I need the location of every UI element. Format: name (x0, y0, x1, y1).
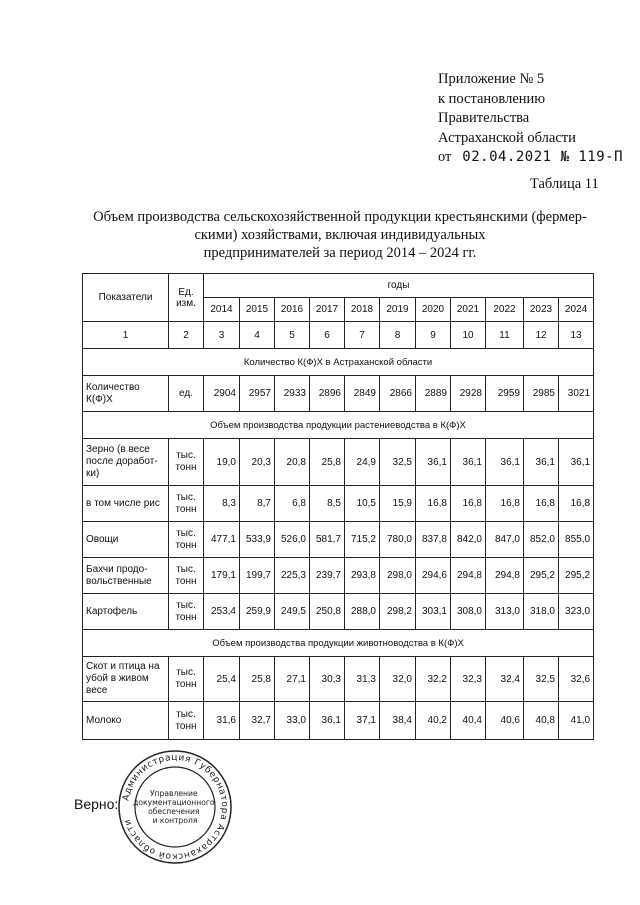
value-cell: 41,0 (559, 702, 594, 740)
unit-cell: тыс. тонн (169, 657, 204, 702)
year-cell: 2016 (275, 298, 310, 322)
appendix-block (438, 70, 623, 168)
header-indicator: Показатели (83, 274, 169, 322)
column-number-cell: 2 (169, 322, 204, 349)
indicator-name: в том числе рис (83, 486, 169, 522)
section-title: Объем производства продукции животноводства в К(Ф)Х (83, 630, 594, 657)
seal-ring-text: Администрация Губернатора Астраханской области (121, 752, 230, 862)
value-cell: 24,9 (345, 439, 380, 486)
value-cell: 32,0 (380, 657, 416, 702)
header-unit: Ед. изм. (169, 274, 204, 322)
value-cell: 32,5 (380, 439, 416, 486)
value-cell: 10,5 (345, 486, 380, 522)
data-table (82, 273, 594, 740)
seal-center-text: Управление документационного обеспечения и контроля (133, 789, 215, 825)
value-cell: 249,5 (275, 594, 310, 630)
value-cell: 36,1 (559, 439, 594, 486)
section-row (83, 630, 594, 657)
appendix-line-3: Правительства (438, 110, 530, 126)
value-cell: 2933 (275, 376, 310, 412)
value-cell: 250,8 (310, 594, 345, 630)
value-cell: 199,7 (240, 558, 275, 594)
value-cell: 40,8 (524, 702, 559, 740)
value-cell: 2896 (310, 376, 345, 412)
column-number-cell: 10 (451, 322, 486, 349)
value-cell: 294,6 (416, 558, 451, 594)
table-row (83, 376, 594, 412)
value-cell: 31,3 (345, 657, 380, 702)
value-cell: 2957 (240, 376, 275, 412)
value-cell: 2928 (451, 376, 486, 412)
unit-cell: тыс. тонн (169, 558, 204, 594)
appendix-line-4: Астраханской области (438, 129, 576, 146)
value-cell: 36,1 (524, 439, 559, 486)
value-cell: 6,8 (275, 486, 310, 522)
year-cell: 2021 (451, 298, 486, 322)
value-cell: 295,2 (559, 558, 594, 594)
document-title (70, 208, 610, 262)
value-cell: 179,1 (204, 558, 240, 594)
unit-cell: тыс. тонн (169, 702, 204, 740)
value-cell: 32,6 (559, 657, 594, 702)
value-cell: 2866 (380, 376, 416, 412)
value-cell: 259,9 (240, 594, 275, 630)
value-cell: 20,8 (275, 439, 310, 486)
table-row (83, 594, 594, 630)
unit-cell: ед. (169, 376, 204, 412)
section-row (83, 412, 594, 439)
table-body (83, 349, 594, 740)
value-cell: 40,2 (416, 702, 451, 740)
value-cell: 526,0 (275, 522, 310, 558)
column-numbers-row (83, 322, 594, 349)
table-row (83, 702, 594, 740)
value-cell: 16,8 (416, 486, 451, 522)
value-cell: 2904 (204, 376, 240, 412)
section-title: Объем производства продукции растениеводства в К(Ф)Х (83, 412, 594, 439)
section-title: Количество К(Ф)Х в Астраханской области (83, 349, 594, 376)
value-cell: 15,9 (380, 486, 416, 522)
header-years: годы (204, 274, 594, 298)
column-number-cell: 11 (486, 322, 524, 349)
table-row (83, 486, 594, 522)
unit-cell: тыс. тонн (169, 522, 204, 558)
verno-label: Верно: (74, 796, 119, 812)
column-number-cell: 13 (559, 322, 594, 349)
year-cell: 2024 (559, 298, 594, 322)
value-cell: 31,6 (204, 702, 240, 740)
title-line-2: скими) хозяйствами, включая индивидуальных (194, 227, 486, 243)
value-cell: 25,4 (204, 657, 240, 702)
value-cell: 313,0 (486, 594, 524, 630)
column-number-cell: 8 (380, 322, 416, 349)
appendix-line-1: Приложение № 5 (438, 71, 545, 87)
value-cell: 16,8 (451, 486, 486, 522)
value-cell: 32,2 (416, 657, 451, 702)
value-cell: 2985 (524, 376, 559, 412)
indicator-name: Бахчи продо-вольственные (83, 558, 169, 594)
value-cell: 8,5 (310, 486, 345, 522)
year-cell: 2019 (380, 298, 416, 322)
value-cell: 533,9 (240, 522, 275, 558)
value-cell: 27,1 (275, 657, 310, 702)
value-cell: 2889 (416, 376, 451, 412)
value-cell: 2959 (486, 376, 524, 412)
value-cell: 25,8 (240, 657, 275, 702)
value-cell: 40,4 (451, 702, 486, 740)
table-row (83, 558, 594, 594)
value-cell: 308,0 (451, 594, 486, 630)
value-cell: 855,0 (559, 522, 594, 558)
column-number-cell: 6 (310, 322, 345, 349)
value-cell: 16,8 (524, 486, 559, 522)
date-prefix: от (438, 149, 452, 165)
value-cell: 36,1 (451, 439, 486, 486)
value-cell: 36,1 (486, 439, 524, 486)
year-cell: 2023 (524, 298, 559, 322)
title-line-3: предпринимателей за период 2014 – 2024 гг. (203, 245, 477, 261)
value-cell: 32,7 (240, 702, 275, 740)
unit-cell: тыс. тонн (169, 594, 204, 630)
column-number-cell: 9 (416, 322, 451, 349)
value-cell: 32,3 (451, 657, 486, 702)
value-cell: 239,7 (310, 558, 345, 594)
value-cell: 323,0 (559, 594, 594, 630)
value-cell: 852,0 (524, 522, 559, 558)
value-cell: 318,0 (524, 594, 559, 630)
value-cell: 225,3 (275, 558, 310, 594)
value-cell: 837,8 (416, 522, 451, 558)
column-number-cell: 5 (275, 322, 310, 349)
indicator-name: Скот и птица на убой в живом весе (83, 657, 169, 702)
year-cell: 2017 (310, 298, 345, 322)
value-cell: 298,0 (380, 558, 416, 594)
table-row (83, 522, 594, 558)
value-cell: 37,1 (345, 702, 380, 740)
indicator-name: Зерно (в весе после доработ-ки) (83, 439, 169, 486)
year-cell: 2018 (345, 298, 380, 322)
table-row (83, 657, 594, 702)
column-number-cell: 1 (83, 322, 169, 349)
value-cell: 20,3 (240, 439, 275, 486)
value-cell: 30,3 (310, 657, 345, 702)
value-cell: 3021 (559, 376, 594, 412)
value-cell: 40,6 (486, 702, 524, 740)
indicator-name: Молоко (83, 702, 169, 740)
unit-cell: тыс. тонн (169, 439, 204, 486)
value-cell: 33,0 (275, 702, 310, 740)
value-cell: 477,1 (204, 522, 240, 558)
value-cell: 253,4 (204, 594, 240, 630)
column-number-cell: 4 (240, 322, 275, 349)
table-label: Таблица 11 (530, 176, 599, 192)
value-cell: 715,2 (345, 522, 380, 558)
value-cell: 8,3 (204, 486, 240, 522)
value-cell: 38,4 (380, 702, 416, 740)
title-line-1: Объем производства сельскохозяйственной продукции крестьянскими (фермер- (93, 209, 587, 225)
value-cell: 32,4 (486, 657, 524, 702)
value-cell: 842,0 (451, 522, 486, 558)
column-number-cell: 3 (204, 322, 240, 349)
unit-cell: тыс. тонн (169, 486, 204, 522)
indicator-name: Количество К(Ф)Х (83, 376, 169, 412)
value-cell: 32,5 (524, 657, 559, 702)
official-seal-icon (116, 748, 234, 866)
value-cell: 294,8 (486, 558, 524, 594)
value-cell: 19,0 (204, 439, 240, 486)
value-cell: 581,7 (310, 522, 345, 558)
year-cell: 2014 (204, 298, 240, 322)
value-cell: 8,7 (240, 486, 275, 522)
value-cell: 298,2 (380, 594, 416, 630)
value-cell: 36,1 (310, 702, 345, 740)
column-number-cell: 12 (524, 322, 559, 349)
value-cell: 293,8 (345, 558, 380, 594)
appendix-date-line (438, 148, 623, 168)
value-cell: 16,8 (486, 486, 524, 522)
date-value: 02.04.2021 № 119-П (462, 149, 623, 165)
indicator-name: Картофель (83, 594, 169, 630)
value-cell: 16,8 (559, 486, 594, 522)
value-cell: 36,1 (416, 439, 451, 486)
appendix-line-2: к постановлению (438, 90, 546, 107)
indicator-name: Овощи (83, 522, 169, 558)
value-cell: 288,0 (345, 594, 380, 630)
value-cell: 25,8 (310, 439, 345, 486)
section-row (83, 349, 594, 376)
value-cell: 303,1 (416, 594, 451, 630)
year-cell: 2022 (486, 298, 524, 322)
value-cell: 295,2 (524, 558, 559, 594)
value-cell: 2849 (345, 376, 380, 412)
table-row (83, 439, 594, 486)
value-cell: 780,0 (380, 522, 416, 558)
column-number-cell: 7 (345, 322, 380, 349)
year-cell: 2015 (240, 298, 275, 322)
value-cell: 294,8 (451, 558, 486, 594)
value-cell: 847,0 (486, 522, 524, 558)
year-cell: 2020 (416, 298, 451, 322)
